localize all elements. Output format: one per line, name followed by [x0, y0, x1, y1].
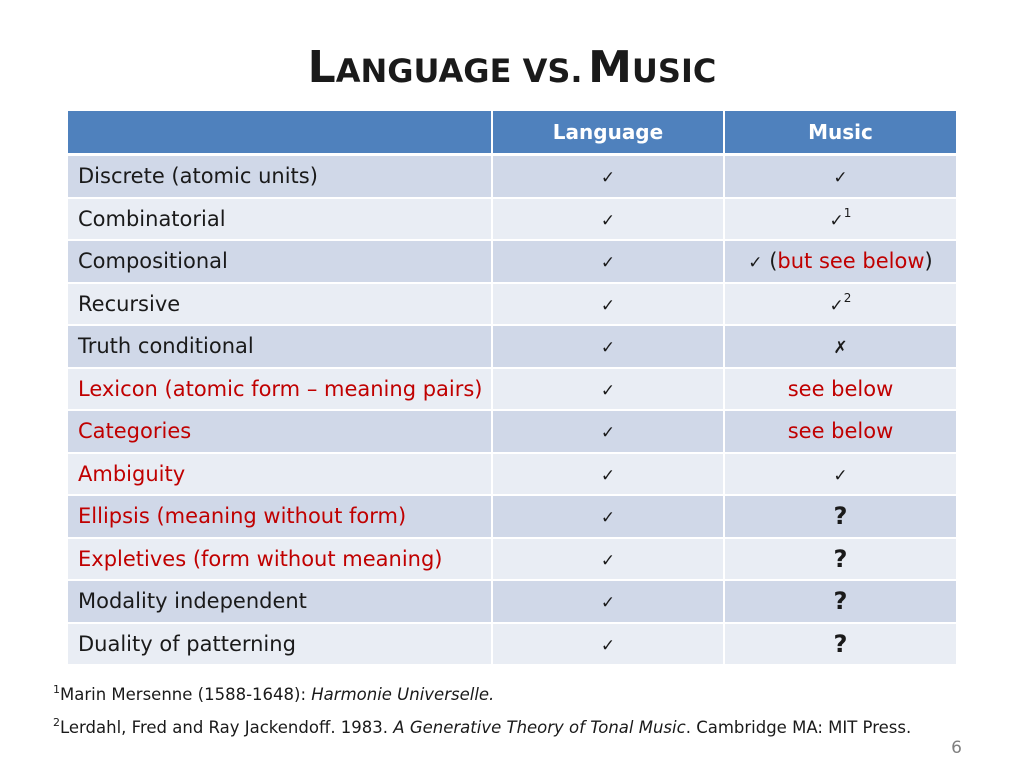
- music-cell: [724, 453, 956, 496]
- footnote-2: [53, 716, 1003, 737]
- feature-cell: Categories: [68, 410, 492, 453]
- music-cell: [724, 240, 956, 283]
- table-row: [68, 325, 956, 368]
- footnote-1: [53, 683, 1003, 704]
- check-icon: ✓: [600, 508, 616, 529]
- feature-cell: Ambiguity: [68, 453, 492, 496]
- footnote-ref-2: 2: [843, 291, 852, 306]
- footnote-ref-1: 1: [843, 206, 852, 221]
- check-icon: ✓: [833, 168, 848, 189]
- table-row: [68, 155, 956, 198]
- question-mark-icon: ?: [833, 587, 848, 616]
- language-cell: [492, 410, 724, 453]
- language-cell: [492, 368, 724, 411]
- paren-close: ): [924, 249, 933, 274]
- music-cell: [724, 495, 956, 538]
- title-usic: USIC: [631, 52, 717, 90]
- comparison-table: [68, 111, 956, 666]
- feature-cell: Duality of patterning: [68, 623, 492, 666]
- language-cell: [492, 240, 724, 283]
- feature-cell: Modality independent: [68, 580, 492, 623]
- feature-cell: Combinatorial: [68, 198, 492, 241]
- table-row: [68, 538, 956, 581]
- header-music: Music: [724, 111, 956, 155]
- feature-cell: Compositional: [68, 240, 492, 283]
- language-cell: [492, 453, 724, 496]
- music-cell: see below: [724, 410, 956, 453]
- footnote-title: Harmonie Universelle.: [311, 685, 495, 704]
- check-icon: ✓: [600, 338, 616, 359]
- language-cell: [492, 580, 724, 623]
- table-row: [68, 580, 956, 623]
- language-cell: [492, 198, 724, 241]
- question-mark-icon: ?: [833, 629, 848, 658]
- language-cell: [492, 623, 724, 666]
- footnotes: [53, 683, 1003, 749]
- check-icon: ✓: [829, 296, 844, 317]
- footnote-title: A Generative Theory of Tonal Music: [393, 718, 686, 737]
- check-icon: ✓: [829, 211, 844, 232]
- check-icon: ✓: [600, 550, 616, 571]
- language-cell: [492, 495, 724, 538]
- language-cell: [492, 283, 724, 326]
- footnote-mark: 1: [53, 683, 60, 696]
- footnote-text: Lerdahl, Fred and Ray Jackendoff. 1983.: [60, 718, 394, 737]
- footnote-tail: . Cambridge MA: MIT Press.: [685, 718, 912, 737]
- table-row: [68, 495, 956, 538]
- check-icon: ✓: [600, 295, 616, 316]
- feature-cell: Recursive: [68, 283, 492, 326]
- feature-cell: Lexicon (atomic form – meaning pairs): [68, 368, 492, 411]
- header-feature: [68, 111, 492, 155]
- table-row: [68, 368, 956, 411]
- music-cell: [724, 155, 956, 198]
- footnote-mark: 2: [53, 716, 60, 729]
- check-icon: ✓: [600, 210, 616, 231]
- check-icon: ✓: [600, 465, 616, 486]
- check-icon: ✓: [600, 593, 616, 614]
- feature-cell: Truth conditional: [68, 325, 492, 368]
- title-dot: .: [570, 52, 583, 90]
- table-row: [68, 623, 956, 666]
- footnote-text: Marin Mersenne (1588-1648):: [60, 685, 312, 704]
- page-number: 6: [951, 738, 962, 758]
- paren-open: (: [762, 249, 778, 274]
- check-icon: ✓: [600, 168, 616, 189]
- cross-icon: ✗: [833, 338, 848, 359]
- language-cell: [492, 155, 724, 198]
- table-row: [68, 283, 956, 326]
- check-icon: ✓: [600, 423, 616, 444]
- check-icon: ✓: [748, 253, 763, 274]
- check-icon: ✓: [833, 465, 848, 486]
- language-cell: [492, 538, 724, 581]
- header-language: Language: [492, 111, 724, 155]
- check-icon: ✓: [600, 253, 616, 274]
- title-initial-l: L: [307, 42, 336, 93]
- feature-cell: Ellipsis (meaning without form): [68, 495, 492, 538]
- check-icon: ✓: [600, 380, 616, 401]
- music-cell: [724, 283, 956, 326]
- check-icon: ✓: [600, 635, 616, 656]
- table-row: [68, 198, 956, 241]
- feature-cell: Expletives (form without meaning): [68, 538, 492, 581]
- music-cell: see below: [724, 368, 956, 411]
- table-row: [68, 410, 956, 453]
- page-title: [0, 42, 1024, 93]
- music-cell: [724, 325, 956, 368]
- question-mark-icon: ?: [833, 544, 848, 573]
- table-header-row: [68, 111, 956, 155]
- feature-cell: Discrete (atomic units): [68, 155, 492, 198]
- table-row: [68, 240, 956, 283]
- music-cell: [724, 623, 956, 666]
- music-cell: [724, 538, 956, 581]
- but-see-below-note: but see below: [777, 249, 925, 274]
- title-anguage-vs: ANGUAGE VS: [335, 52, 571, 90]
- table-row: [68, 453, 956, 496]
- music-cell: [724, 198, 956, 241]
- language-cell: [492, 325, 724, 368]
- title-initial-m: M: [588, 42, 632, 93]
- question-mark-icon: ?: [833, 502, 848, 531]
- music-cell: [724, 580, 956, 623]
